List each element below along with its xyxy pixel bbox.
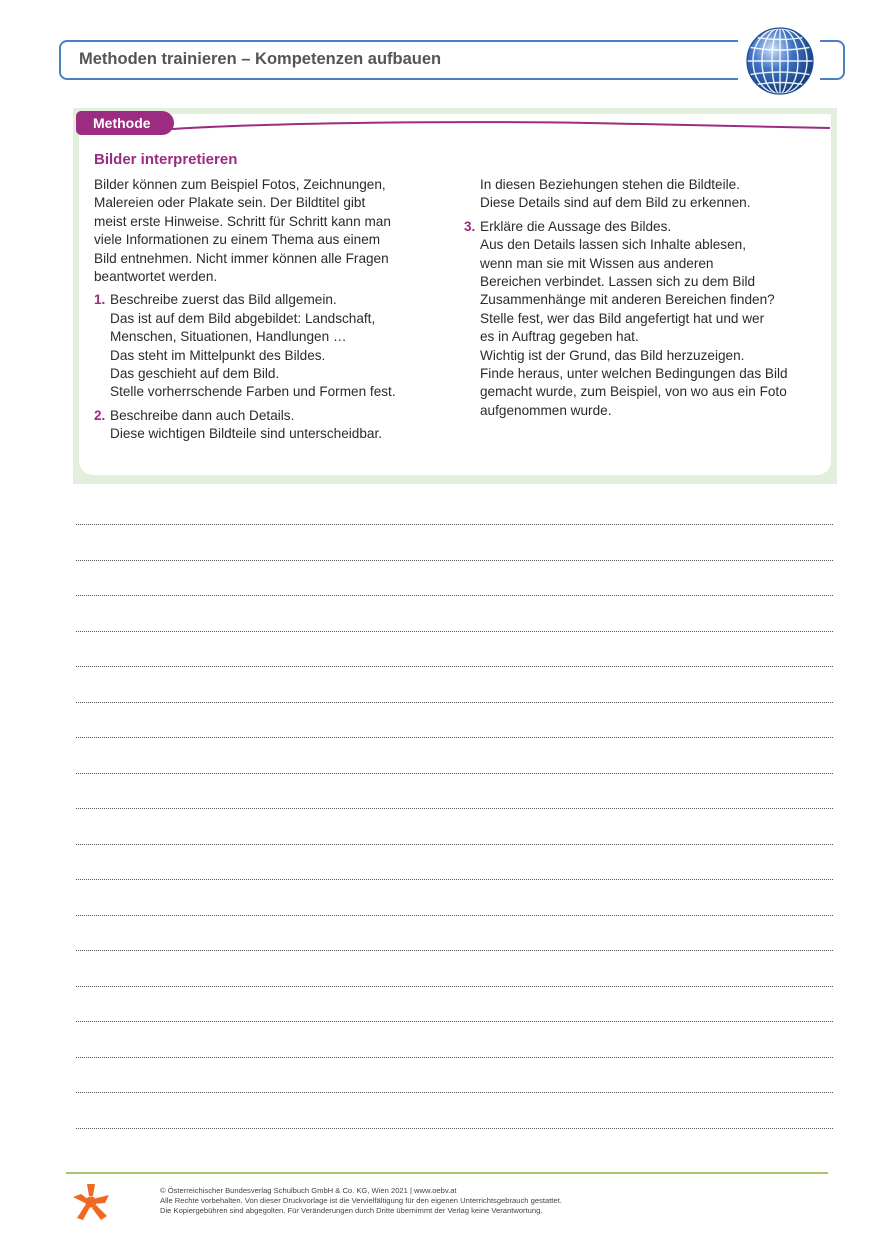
step-line: es in Auftrag gegeben hat. bbox=[480, 329, 639, 345]
writing-line[interactable] bbox=[76, 986, 833, 987]
writing-line[interactable] bbox=[76, 1021, 833, 1022]
writing-line[interactable] bbox=[76, 1128, 833, 1129]
writing-line[interactable] bbox=[76, 844, 833, 845]
writing-line[interactable] bbox=[76, 631, 833, 632]
right-column bbox=[464, 176, 824, 420]
intro-line: Malereien oder Plakate sein. Der Bildtitel gibt bbox=[94, 195, 366, 211]
intro-line: meist erste Hinweise. Schritt für Schritt kann man bbox=[94, 213, 391, 229]
writing-line[interactable] bbox=[76, 915, 833, 916]
step-line: Beschreibe zuerst das Bild allgemein. bbox=[110, 292, 337, 308]
footer-line: © Österreichischer Bundesverlag Schulbuch GmbH & Co. KG, Wien 2021 | www.oebv.at bbox=[160, 1186, 457, 1195]
footer-copyright bbox=[160, 1186, 562, 1216]
writing-line[interactable] bbox=[76, 560, 833, 561]
step-line: Stelle fest, wer das Bild angefertigt hat und wer bbox=[480, 310, 765, 326]
step-line: Menschen, Situationen, Handlungen … bbox=[110, 329, 347, 345]
step-line: Beschreibe dann auch Details. bbox=[110, 407, 295, 423]
left-column bbox=[94, 176, 434, 444]
step-line: Das steht im Mittelpunkt des Bildes. bbox=[110, 347, 326, 363]
method-tab: Methode bbox=[76, 111, 174, 135]
step-line: Das geschieht auf dem Bild. bbox=[110, 366, 280, 382]
writing-line[interactable] bbox=[76, 950, 833, 951]
writing-area[interactable] bbox=[76, 524, 833, 1163]
footer-line: Die Kopiergebühren sind abgegolten. Für Veränderungen durch Dritte übernimmt der Verlag keine Verantwortung. bbox=[160, 1206, 543, 1215]
step-line: aufgenommen wurde. bbox=[480, 402, 612, 418]
step-2-continued bbox=[464, 176, 824, 213]
tab-underline bbox=[170, 118, 832, 134]
writing-line[interactable] bbox=[76, 773, 833, 774]
step-2 bbox=[94, 407, 434, 444]
step-line: Wichtig ist der Grund, das Bild herzuzeigen. bbox=[480, 347, 745, 363]
step-1 bbox=[94, 291, 434, 401]
step-line: Bereichen verbindet. Lassen sich zu dem Bild bbox=[480, 274, 756, 290]
writing-line[interactable] bbox=[76, 595, 833, 596]
step-line: Das ist auf dem Bild abgebildet: Landschaft, bbox=[110, 310, 376, 326]
step-line: gemacht wurde, zum Beispiel, von wo aus ein Foto bbox=[480, 384, 787, 400]
step-line: In diesen Beziehungen stehen die Bildteile. bbox=[480, 177, 740, 192]
writing-line[interactable] bbox=[76, 1092, 833, 1093]
section-title: Bilder interpretieren bbox=[94, 151, 238, 168]
writing-line[interactable] bbox=[76, 737, 833, 738]
step-line: Aus den Details lassen sich Inhalte ablesen, bbox=[480, 237, 746, 253]
step-line: Finde heraus, unter welchen Bedingungen das Bild bbox=[480, 366, 788, 382]
step-number: 3. bbox=[464, 218, 476, 234]
oebv-logo-icon bbox=[71, 1182, 111, 1222]
intro-line: Bilder können zum Beispiel Fotos, Zeichnungen, bbox=[94, 177, 386, 192]
step-line: Diese wichtigen Bildteile sind unterscheidbar. bbox=[110, 426, 383, 442]
step-line: Diese Details sind auf dem Bild zu erkennen. bbox=[480, 195, 751, 211]
step-line: Stelle vorherrschende Farben und Formen fest. bbox=[110, 384, 396, 400]
writing-line[interactable] bbox=[76, 879, 833, 880]
step-number: 1. bbox=[94, 292, 106, 308]
writing-line[interactable] bbox=[76, 666, 833, 667]
intro-line: beantwortet werden. bbox=[94, 269, 218, 285]
writing-line[interactable] bbox=[76, 702, 833, 703]
intro-line: Bild entnehmen. Nicht immer können alle Fragen bbox=[94, 250, 389, 266]
footer-rule bbox=[66, 1172, 828, 1174]
step-line: Erkläre die Aussage des Bildes. bbox=[480, 218, 672, 234]
globe-icon bbox=[744, 25, 816, 97]
step-line: Zusammenhänge mit anderen Bereichen finden? bbox=[480, 292, 775, 308]
step-line: wenn man sie mit Wissen aus anderen bbox=[480, 255, 714, 271]
writing-line[interactable] bbox=[76, 1057, 833, 1058]
footer-line: Alle Rechte vorbehalten. Von dieser Druckvorlage ist die Vervielfältigung für den eigenen Unterrichtsgebrauch gestattet. bbox=[160, 1196, 562, 1205]
page-title: Methoden trainieren – Kompetenzen aufbauen bbox=[79, 50, 442, 68]
step-number: 2. bbox=[94, 407, 106, 423]
writing-line[interactable] bbox=[76, 808, 833, 809]
intro-line: viele Informationen zu einem Thema aus einem bbox=[94, 232, 381, 248]
writing-line[interactable] bbox=[76, 524, 833, 525]
step-3 bbox=[464, 218, 824, 420]
